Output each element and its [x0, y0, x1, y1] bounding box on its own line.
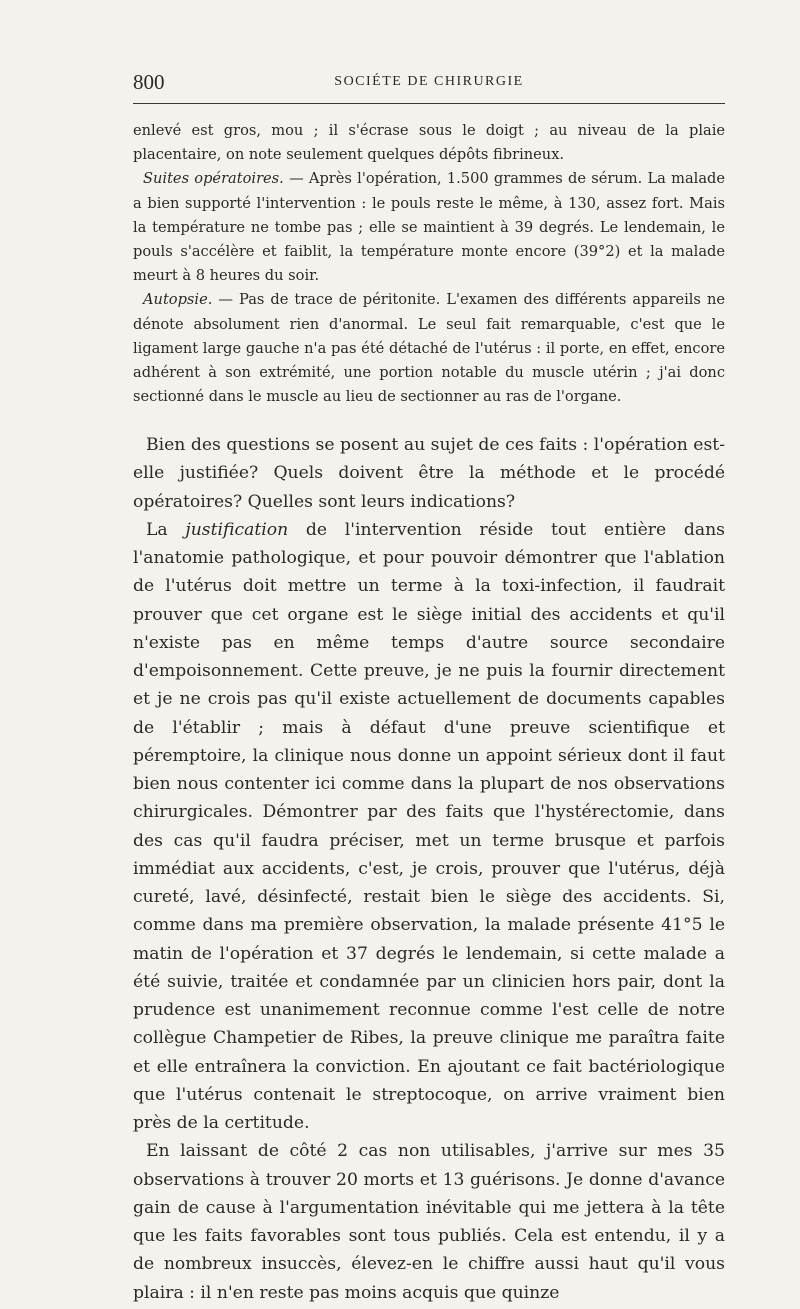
case-report-block	[133, 119, 725, 409]
justification-lead: La	[146, 519, 186, 540]
page-header	[133, 70, 725, 96]
running-title: SOCIÉTE DE CHIRURGIE	[334, 74, 524, 89]
justification-text: de l'intervention réside tout entière dans l'anatomie pathologique, et pour pouvoir démontrer que l'ablation de l'utérus doit mettre un terme à la toxi-infection, il faudrait prouver que cet organe est le siège initial des accidents et qu'il n'existe pas en même temps d'autre source secondaire d'empoisonnement. Cette preuve, je ne puis la fournir directement et je ne crois pas qu'il existe actuellement de documents capables de l'établir ; mais à défaut d'une preuve scientifique et péremptoire, la clinique nous donne un appoint sérieux dont il faut bien nous contenter ici comme dans la plupart de nos observations chirurgicales. Démontrer par des faits que l'hystérectomie, dans des cas qu'il faudra préciser, met un terme brusque et parfois immédiat aux accidents, c'est, je crois, prouver que l'utérus, déjà cureté, lavé, désinfecté, restait bien le siège des accidents. Si, comme dans ma première observation, la malade présente 41°5 le matin de l'opération et 37 degrés le lendemain, si cette malade a été suivie, traitée et condamnée par un clinicien hors pair, dont la prudence est unanimement reconnue comme l'est celle de notre collègue Champetier de Ribes, la preuve clinique me paraîtra faite et elle entraînera la conviction. En ajoutant ce fait bactériologique que l'utérus contenait le streptocoque, on arrive vraiment bien près de la certitude.	[133, 519, 726, 1133]
justification-term: justification	[185, 519, 289, 540]
header-rule	[133, 103, 725, 104]
section-label-suites: Suites opératoires.	[143, 170, 284, 188]
autopsy-text: — Pas de trace de péritonite. L'examen des différents appareils ne dénote absolument rien d'anormal. Le seul fait remarquable, c'est que le ligament large gauche n'a pas été détaché de l'utérus : il porte, en effet, encore adhérent à son extrémité, une portion notable du muscle utérin ; j'ai donc sectionné dans le muscle au lieu de sectionner au ras de l'organe.	[133, 291, 725, 406]
page-number: 800	[133, 70, 165, 94]
case-paragraph-findings: enlevé est gros, mou ; il s'écrase sous le doigt ; au niveau de la plaie placentaire, on note seulement quelques dépôts fibrineux.	[133, 122, 725, 164]
discussion-block	[133, 431, 725, 1307]
discussion-paragraph-justification	[133, 516, 725, 1138]
case-paragraph-autopsy	[133, 288, 725, 409]
postoperative-text: — Après l'opération, 1.500 grammes de sérum. La malade a bien supporté l'intervention : le pouls reste le même, à 130, assez fort. Mais la température ne tombe pas ; elle se maintient à 39 degrés. Le lendemain, le pouls s'accélère et faiblit, la température monte encore (39°2) et la malade meurt à 8 heures du soir.	[133, 170, 725, 285]
discussion-paragraph-statistics: En laissant de côté 2 cas non utilisables, j'arrive sur mes 35 observations à trouver 20 morts et 13 guérisons. Je donne d'avance gain de cause à l'argumentation inévitable qui me jettera à la tête que les faits favorables sont tous publiés. Cela est entendu, il y a de nombreux insuccès, élevez-en le chiffre aussi haut qu'il vous plaira : il n'en reste pas moins acquis que quinze	[133, 1141, 725, 1303]
section-label-autopsie: Autopsie.	[143, 291, 213, 309]
case-paragraph-postoperative	[133, 167, 725, 288]
discussion-paragraph-questions: Bien des questions se posent au sujet de ces faits : l'opération est-elle justifiée? Quels doivent être la méthode et le procédé opératoires? Quelles sont leurs indications?	[133, 435, 725, 512]
